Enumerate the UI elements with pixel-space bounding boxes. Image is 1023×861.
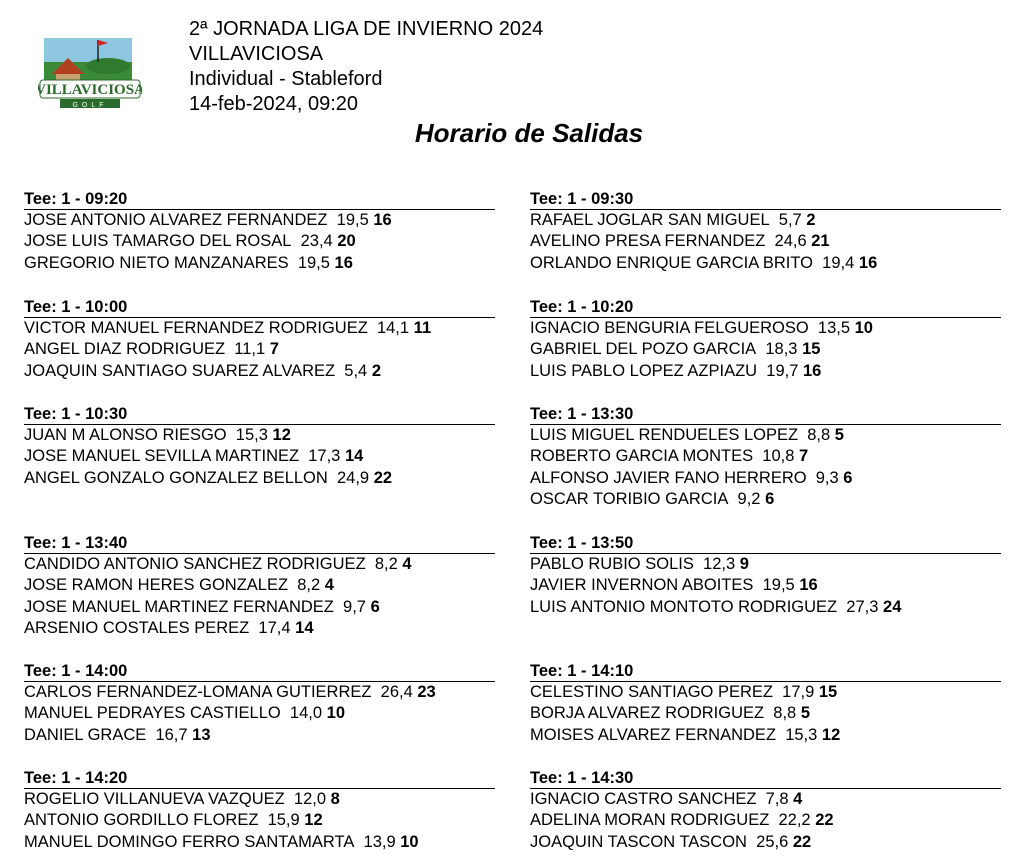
tee-group	[530, 404, 1001, 510]
player-handicap: 17,4	[258, 618, 291, 637]
player-name: IGNACIO BENGURIA FELGUEROSO	[530, 319, 809, 337]
player-handicap: 8,2	[297, 576, 321, 595]
player-name: JOSE MANUEL SEVILLA MARTINEZ	[24, 447, 300, 466]
playing-handicap: 4	[793, 790, 803, 808]
player-row	[530, 682, 1001, 703]
player-handicap: 15,3	[235, 426, 268, 444]
player-name: MANUEL PEDRAYES CASTIELLO	[24, 704, 281, 723]
player-name: ARSENIO COSTALES PEREZ	[24, 618, 250, 637]
player-name: ADELINA MORAN RODRIGUEZ	[530, 811, 770, 830]
player-handicap: 14,1	[376, 319, 410, 337]
player-row	[24, 575, 495, 596]
player-row	[24, 682, 495, 703]
player-name: CARLOS FERNANDEZ-LOMANA GUTIERREZ	[24, 683, 372, 701]
player-row	[530, 210, 1001, 231]
tee-time-heading: Tee: 1 - 09:20	[24, 189, 495, 210]
player-row	[530, 253, 1001, 274]
player-name: JOSE MANUEL MARTINEZ FERNANDEZ	[24, 597, 334, 616]
player-row	[530, 231, 1001, 252]
player-handicap: 22,2	[778, 811, 811, 830]
player-row	[24, 339, 495, 360]
tee-time-heading: Tee: 1 - 13:50	[530, 533, 1001, 554]
player-name: MANUEL DOMINGO FERRO SANTAMARTA	[24, 832, 355, 851]
player-name: AVELINO PRESA FERNANDEZ	[530, 232, 766, 251]
player-handicap: 7,8	[765, 790, 789, 808]
tee-time-heading: Tee: 1 - 14:10	[530, 661, 1001, 682]
player-handicap: 9,3	[815, 468, 839, 487]
event-name: 2ª JORNADA LIGA DE INVIERNO 2024	[189, 18, 544, 40]
player-row	[24, 253, 495, 274]
club-logo	[38, 36, 142, 112]
player-handicap: 18,3	[765, 340, 798, 359]
player-row	[530, 597, 1001, 618]
playing-handicap: 16	[373, 211, 392, 229]
player-name: LUIS ANTONIO MONTOTO RODRIGUEZ	[530, 597, 838, 616]
player-row	[530, 425, 1001, 446]
player-row	[24, 789, 495, 810]
playing-handicap: 15	[802, 340, 821, 359]
logo-text: VILLAVICIOSA	[38, 82, 142, 98]
playing-handicap: 6	[370, 597, 380, 616]
playing-handicap: 10	[854, 319, 873, 337]
player-handicap: 27,3	[846, 597, 879, 616]
player-handicap: 8,2	[374, 555, 398, 573]
player-handicap: 10,8	[762, 447, 795, 466]
player-handicap: 26,4	[380, 683, 413, 701]
player-row	[24, 318, 495, 339]
tee-time-heading: Tee: 1 - 13:30	[530, 404, 1001, 425]
player-name: OSCAR TORIBIO GARCIA	[530, 489, 729, 508]
tee-group	[24, 768, 495, 853]
event-datetime: 14-feb-2024, 09:20	[189, 93, 359, 115]
playing-handicap: 8	[330, 790, 340, 808]
player-name: JOSE ANTONIO ALVAREZ FERNANDEZ	[24, 211, 328, 229]
player-name: DANIEL GRACE	[24, 725, 147, 744]
playing-handicap: 12	[272, 426, 291, 444]
tee-group	[24, 661, 495, 746]
player-handicap: 5,4	[344, 361, 368, 380]
player-handicap: 19,5	[336, 211, 369, 229]
playing-handicap: 15	[818, 683, 838, 701]
player-name: JOSE LUIS TAMARGO DEL ROSAL	[24, 232, 292, 251]
playing-handicap: 16	[803, 361, 822, 380]
tee-group	[530, 533, 1001, 618]
tee-time-heading: Tee: 1 - 09:30	[530, 189, 1001, 210]
player-name: JOAQUIN TASCON TASCON	[530, 832, 747, 851]
player-row	[530, 554, 1001, 575]
club-name: VILLAVICIOSA	[189, 43, 324, 65]
player-name: GREGORIO NIETO MANZANARES	[24, 253, 289, 272]
player-name: RAFAEL JOGLAR SAN MIGUEL	[530, 211, 770, 229]
player-name: ANTONIO GORDILLO FLOREZ	[24, 811, 259, 830]
playing-handicap: 5	[834, 426, 844, 444]
tee-time-heading: Tee: 1 - 14:00	[24, 661, 495, 682]
tee-group	[24, 404, 495, 489]
tee-time-heading: Tee: 1 - 14:30	[530, 768, 1001, 789]
playing-handicap: 16	[858, 253, 878, 272]
player-row	[24, 703, 495, 724]
player-handicap: 9,2	[737, 489, 761, 508]
player-handicap: 13,9	[363, 832, 396, 851]
player-handicap: 16,7	[155, 725, 188, 744]
player-name: IGNACIO CASTRO SANCHEZ	[530, 790, 757, 808]
playing-handicap: 10	[326, 704, 345, 723]
player-name: JOSE RAMON HERES GONZALEZ	[24, 576, 289, 595]
player-row	[24, 446, 495, 467]
player-row	[530, 361, 1001, 382]
player-handicap: 24,6	[774, 232, 807, 251]
player-row	[530, 703, 1001, 724]
player-handicap: 13,5	[817, 319, 851, 337]
player-row	[530, 468, 1001, 489]
player-name: LUIS MIGUEL RENDUELES LOPEZ	[530, 426, 799, 444]
player-handicap: 14,0	[289, 704, 323, 723]
player-row	[24, 725, 495, 746]
playing-handicap: 12	[821, 725, 841, 744]
player-row	[530, 810, 1001, 831]
playing-handicap: 22	[815, 811, 834, 830]
playing-handicap: 6	[843, 468, 853, 487]
playing-handicap: 23	[417, 683, 436, 701]
player-name: MOISES ALVAREZ FERNANDEZ	[530, 725, 777, 744]
playing-handicap: 16	[799, 576, 818, 595]
player-handicap: 15,3	[785, 725, 818, 744]
player-row	[530, 575, 1001, 596]
player-row	[24, 597, 495, 618]
tee-time-heading: Tee: 1 - 10:00	[24, 297, 495, 318]
player-row	[24, 425, 495, 446]
player-name: JUAN M ALONSO RIESGO	[24, 426, 227, 444]
player-row	[24, 468, 495, 489]
playing-handicap: 2	[806, 211, 816, 229]
player-handicap: 19,5	[762, 576, 795, 595]
playing-handicap: 7	[799, 447, 809, 466]
playing-handicap: 10	[400, 832, 419, 851]
player-handicap: 8,8	[807, 426, 831, 444]
player-row	[24, 554, 495, 575]
player-row	[24, 810, 495, 831]
player-name: VICTOR MANUEL FERNANDEZ RODRIGUEZ	[24, 319, 368, 337]
playing-handicap: 4	[324, 576, 334, 595]
playing-handicap: 6	[765, 489, 775, 508]
player-row	[530, 318, 1001, 339]
player-row	[24, 210, 495, 231]
player-row	[24, 618, 495, 639]
playing-handicap: 12	[304, 811, 323, 830]
page-title: Horario de Salidas	[414, 118, 644, 148]
player-handicap: 17,3	[308, 447, 341, 466]
player-name: ORLANDO ENRIQUE GARCIA BRITO	[530, 253, 813, 272]
player-name: JAVIER INVERNON ABOITES	[530, 576, 754, 595]
player-name: LUIS PABLO LOPEZ AZPIAZU	[530, 361, 758, 380]
player-handicap: 25,6	[756, 832, 789, 851]
playing-handicap: 11	[413, 319, 432, 337]
player-name: ROBERTO GARCIA MONTES	[530, 447, 754, 466]
player-name: CANDIDO ANTONIO SANCHEZ RODRIGUEZ	[24, 555, 366, 573]
player-row	[530, 489, 1001, 510]
event-header	[189, 17, 543, 117]
player-name: ANGEL GONZALO GONZALEZ BELLON	[24, 468, 328, 487]
playing-handicap: 9	[739, 555, 749, 573]
playing-handicap: 16	[334, 253, 353, 272]
player-name: BORJA ALVAREZ RODRIGUEZ	[530, 704, 765, 723]
player-handicap: 24,9	[336, 468, 370, 487]
playing-handicap: 7	[269, 340, 279, 359]
playing-handicap: 5	[800, 704, 810, 723]
player-handicap: 9,7	[343, 597, 366, 616]
playing-handicap: 14	[295, 618, 314, 637]
player-row	[530, 789, 1001, 810]
player-row	[24, 832, 495, 853]
playing-handicap: 22	[792, 832, 812, 851]
player-handicap: 8,8	[773, 704, 797, 723]
tee-time-heading: Tee: 1 - 10:20	[530, 297, 1001, 318]
player-row	[530, 339, 1001, 360]
playing-handicap: 24	[883, 597, 902, 616]
playing-handicap: 21	[811, 232, 830, 251]
tee-group	[530, 661, 1001, 746]
player-handicap: 23,4	[300, 232, 333, 251]
player-row	[530, 725, 1001, 746]
player-name: JOAQUIN SANTIAGO SUAREZ ALVAREZ	[24, 361, 336, 380]
tee-group	[24, 533, 495, 639]
player-handicap: 12,0	[293, 790, 327, 808]
player-name: ALFONSO JAVIER FANO HERRERO	[530, 468, 807, 487]
tee-group	[530, 768, 1001, 853]
tee-group	[24, 297, 495, 382]
player-name: CELESTINO SANTIAGO PEREZ	[530, 683, 773, 701]
player-name: ANGEL DIAZ RODRIGUEZ	[24, 340, 226, 359]
tee-group	[530, 297, 1001, 382]
player-row	[24, 231, 495, 252]
player-handicap: 12,3	[703, 555, 736, 573]
player-handicap: 5,7	[778, 211, 802, 229]
player-handicap: 15,9	[267, 811, 300, 830]
player-row	[530, 446, 1001, 467]
playing-handicap: 20	[337, 232, 356, 251]
tee-time-heading: Tee: 1 - 13:40	[24, 533, 495, 554]
player-handicap: 19,4	[822, 253, 855, 272]
tee-group	[530, 189, 1001, 274]
tee-time-heading: Tee: 1 - 10:30	[24, 404, 495, 425]
player-handicap: 11,1	[234, 340, 266, 359]
tee-time-heading: Tee: 1 - 14:20	[24, 768, 495, 789]
player-name: GABRIEL DEL POZO GARCIA	[530, 340, 757, 359]
player-name: PABLO RUBIO SOLIS	[530, 555, 694, 573]
competition-format: Individual - Stableford	[189, 68, 383, 90]
player-handicap: 19,5	[297, 253, 330, 272]
player-name: ROGELIO VILLANUEVA VAZQUEZ	[24, 790, 285, 808]
tee-group	[24, 189, 495, 274]
player-handicap: 17,9	[782, 683, 815, 701]
playing-handicap: 2	[371, 361, 382, 380]
player-row	[24, 361, 495, 382]
player-row	[530, 832, 1001, 853]
playing-handicap: 14	[344, 447, 364, 466]
playing-handicap: 22	[373, 468, 393, 487]
logo-subtext: GOLF	[72, 102, 108, 109]
playing-handicap: 4	[402, 555, 412, 573]
playing-handicap: 13	[192, 725, 211, 744]
player-handicap: 19,7	[766, 361, 799, 380]
